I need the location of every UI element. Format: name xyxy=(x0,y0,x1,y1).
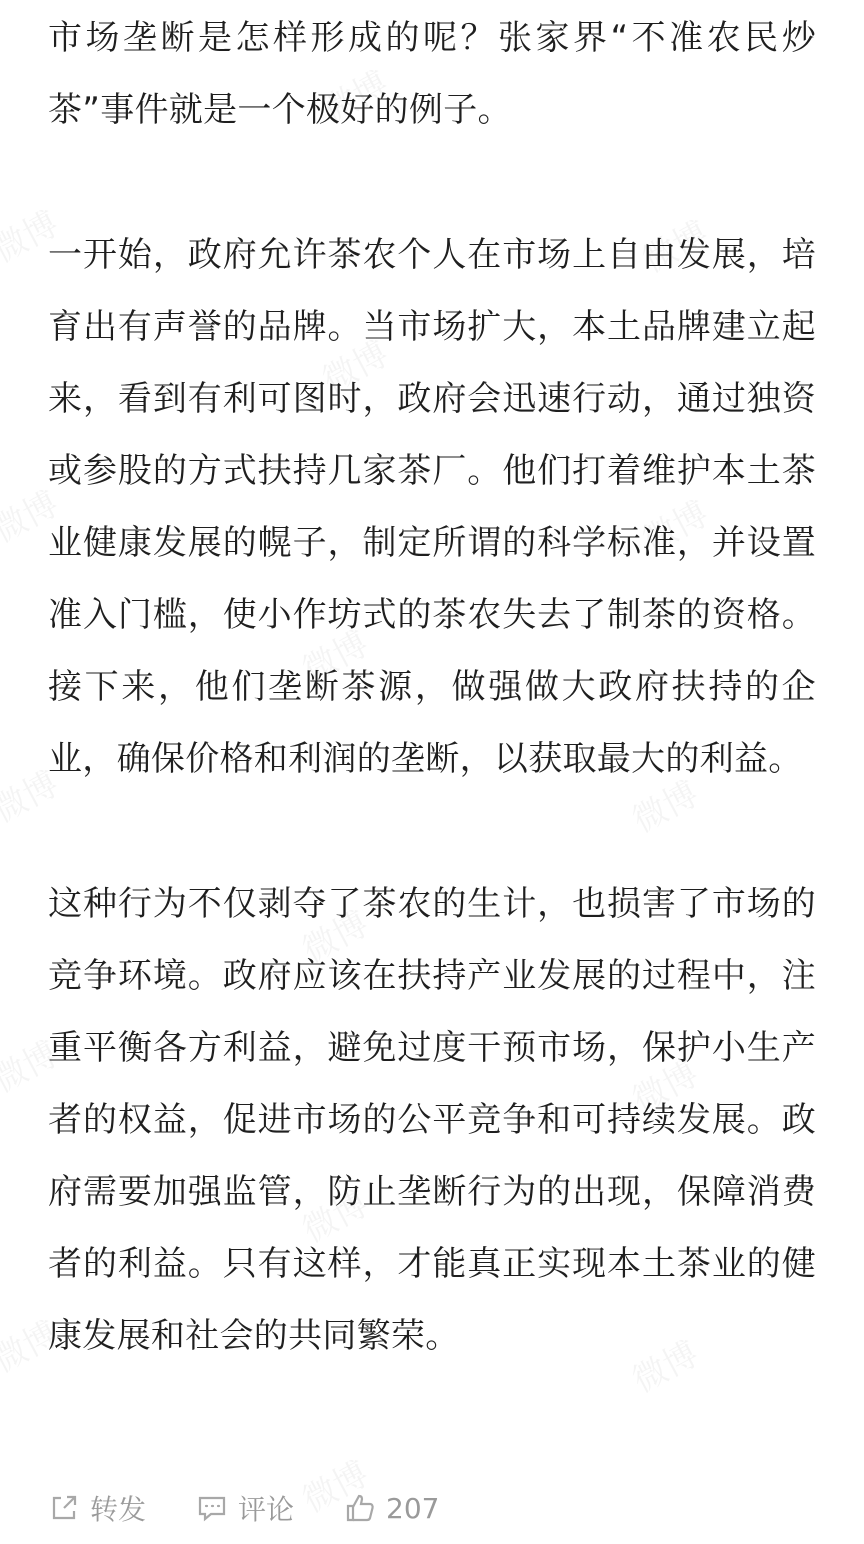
post-paragraph-2: 一开始，政府允许茶农个人在市场上自由发展，培育出有声誉的品牌。当市场扩大，本土品牌建立起来，看到有利可图时，政府会迅速行动，通过独资或参股的方式扶持几家茶厂。他们打着维护本土茶业健康发展的幌子，制定所谓的科学标准，并设置准入门槛，使小作坊式的茶农失去了制茶的资格。接下来，他们垄断茶源，做强做大政府扶持的企业，确保价格和利润的垄断，以获取最大的利益。 xyxy=(48,235,816,779)
thumbs-up-icon xyxy=(344,1492,376,1524)
post-paragraph-3: 这种行为不仅剥夺了茶农的生计，也损害了市场的竞争环境。政府应该在扶持产业发展的过程中，注重平衡各方利益，避免过度干预市场，保护小生产者的权益，促进市场的公平竞争和可持续发展。政府需要加强监管，防止垄断行为的出现，保障消费者的利益。只有这样，才能真正实现本土茶业的健康发展和社会的共同繁荣。 xyxy=(48,884,816,1356)
paragraph-gap xyxy=(48,146,816,219)
like-button[interactable] xyxy=(344,1492,439,1525)
paragraph-gap xyxy=(48,795,816,868)
comment-icon xyxy=(196,1492,228,1524)
like-count: 207 xyxy=(386,1491,440,1525)
repost-button[interactable] xyxy=(48,1488,146,1528)
post-paragraph-1: 市场垄断是怎样形成的呢？张家界“不准农民炒茶”事件就是一个极好的例子。 xyxy=(48,18,816,130)
post-action-bar xyxy=(48,1480,489,1536)
repost-label: 转发 xyxy=(90,1493,147,1526)
comment-label: 评论 xyxy=(238,1493,295,1526)
comment-button[interactable] xyxy=(196,1488,294,1528)
repost-icon xyxy=(48,1492,80,1524)
post-body xyxy=(48,0,816,1372)
